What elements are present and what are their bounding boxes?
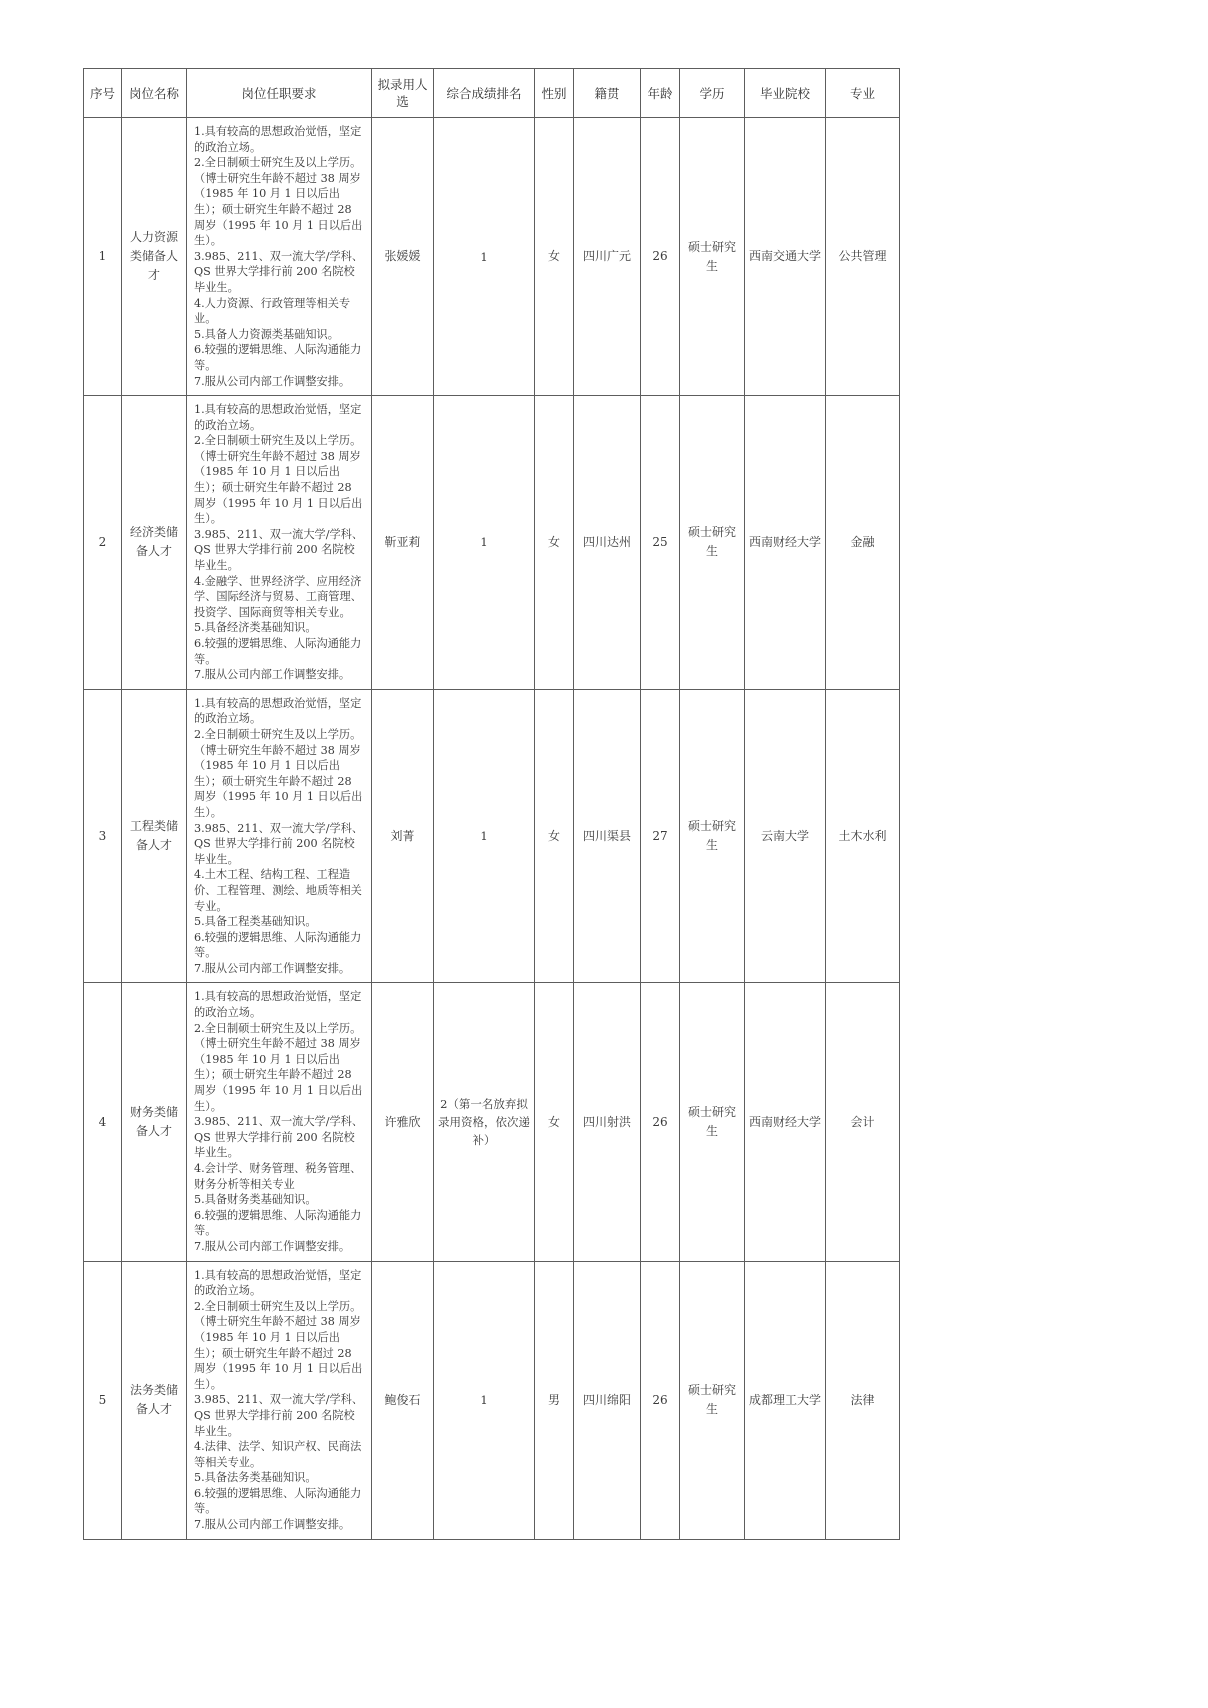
requirement-item: 3.985、211、双一流大学/学科、QS 世界大学排行前 200 名院校毕业生。	[194, 1393, 364, 1438]
requirement-item: 2.全日制硕士研究生及以上学历。（博士研究生年龄不超过 38 周岁（1985 年 10 月 1 日以后出生）；硕士研究生年龄不超过 28 周岁（1995 年 10 月 1 日以后出生）。	[194, 727, 363, 819]
requirement-item: 4.土木工程、结构工程、工程造价、工程管理、测绘、地质等相关专业。	[194, 868, 362, 913]
cell-gender: 女	[535, 396, 574, 690]
cell-education: 硕士研究生	[680, 689, 745, 983]
header-cell-major: 专业	[826, 69, 900, 118]
cell-major: 会计	[826, 983, 900, 1261]
requirement-item: 6.较强的逻辑思维、人际沟通能力等。	[194, 1208, 362, 1238]
requirement-item: 6.较强的逻辑思维、人际沟通能力等。	[194, 343, 362, 372]
table-row-4	[84, 983, 900, 1261]
requirement-item: 4.法律、法学、知识产权、民商法等相关专业。	[194, 1440, 362, 1469]
requirement-item: 6.较强的逻辑思维、人际沟通能力等。	[194, 637, 362, 666]
requirement-item: 2.全日制硕士研究生及以上学历。（博士研究生年龄不超过 38 周岁（1985 年 10 月 1 日以后出生）；硕士研究生年龄不超过 28 周岁（1995 年 10 月 1 日以后出生）。	[194, 434, 363, 526]
cell-candidate: 鲍俊石	[372, 1261, 434, 1539]
table-header	[84, 69, 900, 118]
table-row-2	[84, 396, 900, 690]
header-cell-gender: 性别	[535, 69, 574, 118]
requirement-item: 7.服从公司内部工作调整安排。	[194, 374, 351, 388]
header-cell-position: 岗位名称	[122, 69, 187, 118]
requirement-item: 3.985、211、双一流大学/学科、QS 世界大学排行前 200 名院校毕业生。	[194, 821, 364, 866]
cell-candidate: 靳亚莉	[372, 396, 434, 690]
cell-age: 26	[641, 118, 680, 396]
requirement-item: 4.会计学、财务管理、税务管理、财务分析等相关专业	[194, 1162, 362, 1191]
cell-position: 财务类储备人才	[122, 983, 187, 1261]
header-cell-requirements: 岗位任职要求	[187, 69, 372, 118]
cell-gender: 女	[535, 689, 574, 983]
cell-education: 硕士研究生	[680, 1261, 745, 1539]
cell-age: 26	[641, 1261, 680, 1539]
cell-school: 成都理工大学	[745, 1261, 826, 1539]
cell-gender: 男	[535, 1261, 574, 1539]
cell-seq: 2	[84, 396, 122, 690]
header-cell-hometown: 籍贯	[574, 69, 641, 118]
cell-seq: 4	[84, 983, 122, 1261]
header-cell-age: 年龄	[641, 69, 680, 118]
cell-hometown: 四川广元	[574, 118, 641, 396]
cell-age: 27	[641, 689, 680, 983]
requirement-item: 1.具有较高的思想政治觉悟，坚定的政治立场。	[194, 125, 362, 154]
requirement-item: 5.具备经济类基础知识。	[194, 621, 317, 635]
requirement-item: 3.985、211、双一流大学/学科、QS 世界大学排行前 200 名院校毕业生。	[194, 1115, 364, 1160]
requirement-item: 6.较强的逻辑思维、人际沟通能力等。	[194, 1486, 362, 1516]
cell-hometown: 四川达州	[574, 396, 641, 690]
cell-hometown: 四川射洪	[574, 983, 641, 1261]
header-cell-seq: 序号	[84, 69, 122, 118]
cell-school: 云南大学	[745, 689, 826, 983]
requirement-item: 7.服从公司内部工作调整安排。	[194, 1239, 351, 1253]
cell-education: 硕士研究生	[680, 396, 745, 690]
cell-rank: 1	[434, 1261, 535, 1539]
requirement-item: 3.985、211、双一流大学/学科、QS 世界大学排行前 200 名院校毕业生。	[194, 249, 364, 294]
cell-major: 土木水利	[826, 689, 900, 983]
cell-school: 西南财经大学	[745, 983, 826, 1261]
cell-position: 法务类储备人才	[122, 1261, 187, 1539]
header-cell-rank: 综合成绩排名	[434, 69, 535, 118]
requirement-item: 6.较强的逻辑思维、人际沟通能力等。	[194, 930, 362, 960]
table-row-3	[84, 689, 900, 983]
cell-school: 西南财经大学	[745, 396, 826, 690]
requirement-item: 5.具备人力资源类基础知识。	[194, 327, 339, 341]
cell-age: 25	[641, 396, 680, 690]
requirement-item: 2.全日制硕士研究生及以上学历。（博士研究生年龄不超过 38 周岁（1985 年 10 月 1 日以后出生）；硕士研究生年龄不超过 28 周岁（1995 年 10 月 1 日以后出生）。	[194, 1021, 363, 1113]
requirement-item: 5.具备法务类基础知识。	[194, 1471, 317, 1485]
header-cell-candidate: 拟录用人选	[372, 69, 434, 118]
cell-education: 硕士研究生	[680, 983, 745, 1261]
requirement-item: 5.具备工程类基础知识。	[194, 915, 317, 929]
cell-gender: 女	[535, 118, 574, 396]
requirement-item: 2.全日制硕士研究生及以上学历。（博士研究生年龄不超过 38 周岁（1985 年 10 月 1 日以后出生）；硕士研究生年龄不超过 28 周岁（1995 年 10 月 1 日以后出生）。	[194, 1299, 363, 1391]
cell-position: 人力资源类储备人才	[122, 118, 187, 396]
requirement-item: 1.具有较高的思想政治觉悟，坚定的政治立场。	[194, 1268, 362, 1298]
requirement-item: 1.具有较高的思想政治觉悟，坚定的政治立场。	[194, 696, 362, 726]
table-row-1	[84, 118, 900, 396]
cell-candidate: 刘菁	[372, 689, 434, 983]
table-row-5	[84, 1261, 900, 1539]
requirement-item: 1.具有较高的思想政治觉悟，坚定的政治立场。	[194, 403, 362, 432]
cell-requirements	[187, 396, 372, 690]
cell-position: 工程类储备人才	[122, 689, 187, 983]
cell-seq: 5	[84, 1261, 122, 1539]
cell-hometown: 四川绵阳	[574, 1261, 641, 1539]
cell-school: 西南交通大学	[745, 118, 826, 396]
cell-requirements	[187, 1261, 372, 1539]
cell-requirements	[187, 689, 372, 983]
header-cell-education: 学历	[680, 69, 745, 118]
recruitment-table	[83, 68, 900, 1540]
table-body	[84, 118, 900, 1540]
cell-age: 26	[641, 983, 680, 1261]
cell-position: 经济类储备人才	[122, 396, 187, 690]
requirement-item: 1.具有较高的思想政治觉悟，坚定的政治立场。	[194, 990, 362, 1020]
cell-education: 硕士研究生	[680, 118, 745, 396]
cell-seq: 1	[84, 118, 122, 396]
cell-gender: 女	[535, 983, 574, 1261]
cell-candidate: 许雅欣	[372, 983, 434, 1261]
cell-rank: 1	[434, 396, 535, 690]
header-cell-school: 毕业院校	[745, 69, 826, 118]
cell-major: 公共管理	[826, 118, 900, 396]
cell-major: 法律	[826, 1261, 900, 1539]
header-row	[84, 69, 900, 118]
cell-rank: 1	[434, 689, 535, 983]
cell-rank: 1	[434, 118, 535, 396]
requirement-item: 4.人力资源、行政管理等相关专业。	[194, 296, 351, 326]
requirement-item: 5.具备财务类基础知识。	[194, 1193, 317, 1207]
cell-seq: 3	[84, 689, 122, 983]
cell-rank: 2（第一名放弃拟录用资格，依次递补）	[434, 983, 535, 1261]
requirement-item: 3.985、211、双一流大学/学科、QS 世界大学排行前 200 名院校毕业生。	[194, 527, 364, 573]
cell-requirements	[187, 983, 372, 1261]
requirement-item: 7.服从公司内部工作调整安排。	[194, 1518, 351, 1532]
cell-major: 金融	[826, 396, 900, 690]
requirement-item: 7.服从公司内部工作调整安排。	[194, 668, 351, 682]
requirement-item: 7.服从公司内部工作调整安排。	[194, 961, 351, 975]
cell-candidate: 张媛媛	[372, 118, 434, 396]
cell-hometown: 四川渠县	[574, 689, 641, 983]
requirement-item: 2.全日制硕士研究生及以上学历。（博士研究生年龄不超过 38 周岁（1985 年 10 月 1 日以后出生）；硕士研究生年龄不超过 28 周岁（1995 年 10 月 1 日以后出生）。	[194, 156, 363, 248]
cell-requirements	[187, 118, 372, 396]
requirement-item: 4.金融学、世界经济学、应用经济学、国际经济与贸易、工商管理、投资学、国际商贸等相关专业。	[194, 574, 362, 619]
